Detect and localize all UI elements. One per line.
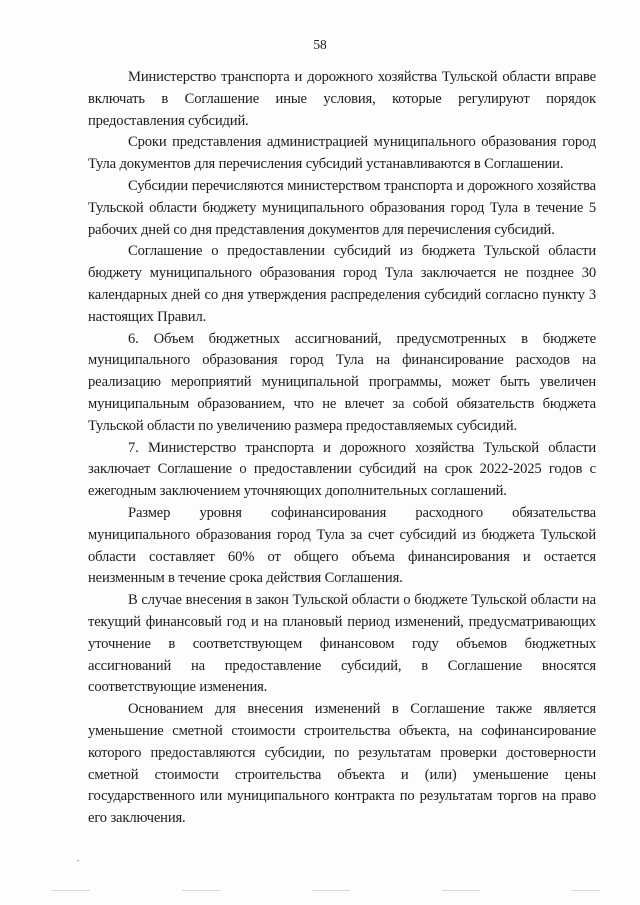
paragraph-1: Министерство транспорта и дорожного хозяйства Тульской области вправе включать в Соглашение иные условия, которые регулируют порядок предоставления субсидий. — [88, 69, 596, 129]
paragraph-5: 6. Объем бюджетных ассигнований, предусмотренных в бюджете муниципального образования город Тула на финансирование расходов на реализацию мероприятий муниципальной программы, может быть увеличен муниципальным образованием, что не влечет за собой обязательств бюджета Тульской области по увеличению размера предоставляемых субсидий. — [88, 330, 596, 434]
paragraph-6: 7. Министерство транспорта и дорожного хозяйства Тульской области заключает Соглашение о предоставлении субсидий на срок 2022-2025 годов с ежегодным заключением уточняющих дополнительных соглашений. — [88, 439, 596, 500]
paragraph-4: Соглашение о предоставлении субсидий из бюджета Тульской области бюджету муниципального образования город Тула заключается не позднее 30 календарных дней со дня утверждения распределения субсидий согласно пункту 3 настоящих Правил. — [88, 243, 596, 325]
scan-artifact-edge — [52, 890, 600, 891]
paragraph-9: Основанием для внесения изменений в Соглашение также является уменьшение сметной стоимости строительства объекта, на софинансирование которого предоставляются субсидии, по результатам проверки достоверности сметной стоимости строительства объекта и (или) уменьшение цены государственного или муниципального контракта по результатам торгов на право его заключения. — [88, 701, 596, 827]
page-number: 58 — [313, 37, 327, 52]
paragraph-8: В случае внесения в закон Тульской области о бюджете Тульской области на текущий финансовый год и на плановый период изменений, предусматривающих уточнение в соответствующем финансовом году объемов бюджетных ассигнований на предоставление субсидий, в Соглашение вносятся соответствующие изменения. — [88, 592, 596, 696]
paragraph-7: Размер уровня софинансирования расходного обязательства муниципального образования город Тула за счет субсидий из бюджета Тульской области составляет 60% от общего объема финансирования и остается неизменным в течение срока действия Соглашения. — [88, 504, 596, 587]
paragraph-2: Сроки представления администрацией муниципального образования город Тула документов для перечисления субсидий устанавливаются в Соглашении. — [88, 134, 596, 173]
paragraph-3: Субсидии перечисляются министерством транспорта и дорожного хозяйства Тульской области бюджету муниципального образования город Тула в течение 5 рабочих дней со дня представления документов для перечисления субсидий. — [88, 177, 596, 238]
scan-artifact-dot — [77, 860, 79, 861]
document-body — [88, 67, 596, 830]
